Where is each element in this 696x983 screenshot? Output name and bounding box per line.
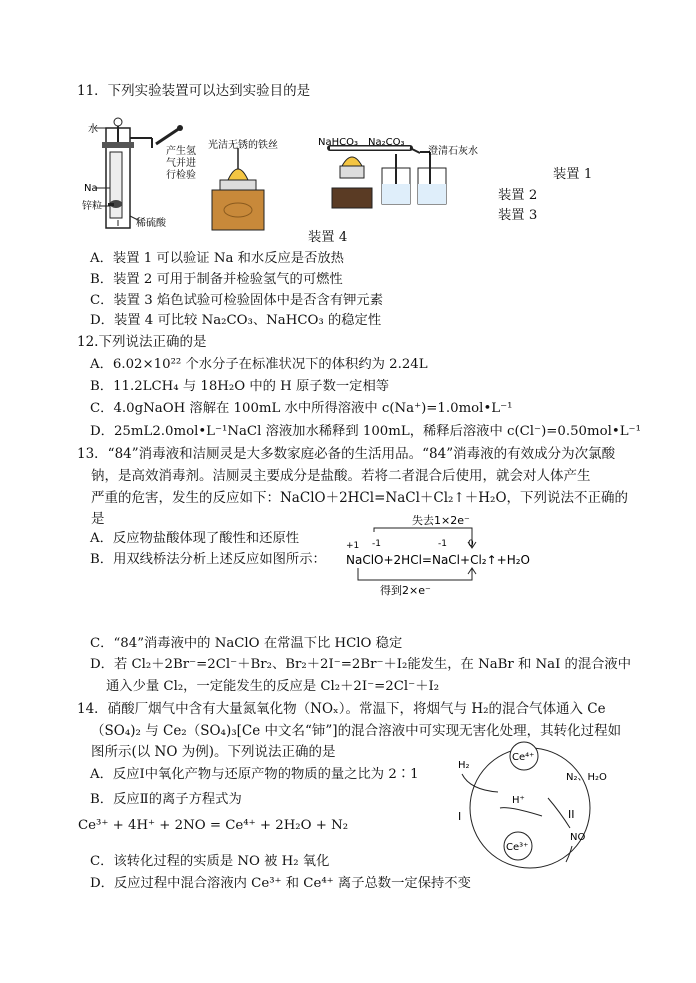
q14-stem-line3: 图所示(以 NO 为例)。下列说法正确的是 (91, 744, 336, 760)
q12-option-a: A．6.02×10²² 个水分子在标准状况下的体积约为 2.24L (90, 357, 428, 372)
q12-stem: 12.下列说法正确的是 (77, 334, 207, 350)
ox-state-1: +1 (346, 541, 360, 551)
q13-option-b: B．用双线桥法分析上述反应如图所示： (90, 552, 326, 567)
reaction-2-label: II (568, 808, 575, 821)
q13-option-d-line2: 通入少量 Cl₂，一定能发生的反应是 Cl₂＋2I⁻=2Cl⁻＋I₂ (106, 679, 440, 694)
q13-stem-line1: 13．“84”消毒液和洁厕灵是大多数家庭必备的生活用品。“84”消毒液的有效成分为次氯酸 (77, 446, 616, 462)
q12-option-d: D．25mL2.0mol•L⁻¹NaCl 溶液加水稀释到 100mL，稀释后溶液中 c(Cl⁻)=0.50mol•L⁻¹ (90, 424, 641, 439)
q14-option-b: B．反应Ⅱ的离子方程式为 (90, 792, 242, 807)
products-label: N₂、H₂O (566, 772, 607, 783)
q14-stem-line1: 14．硝酸厂烟气中含有大量氮氧化物（NOₓ）。常温下，将烟气与 H₂的混合气体通入 Ce (77, 701, 606, 717)
limewater-label: 澄清石灰水 (428, 146, 478, 157)
gain-bridge-line (358, 568, 472, 580)
q14-option-d: D．反应过程中混合溶液内 Ce³⁺ 和 Ce⁴⁺ 离子总数一定保持不变 (90, 876, 471, 891)
h2-arrow (462, 774, 498, 792)
h2-label-3: 行检验 (166, 170, 196, 181)
ce3-label: Ce³⁺ (506, 842, 529, 853)
q14-option-a: A．反应Ⅰ中氧化产物与还原产物的物质的量之比为 2∶1 (90, 767, 419, 782)
wire-label: 光洁无锈的铁丝 (208, 140, 278, 151)
q13-stem-line2: 钠，是高效消毒剂。洁厕灵主要成分是盐酸。若将二者混合后使用，就会对人体产生 (91, 468, 591, 484)
q11-apparatus-figure (80, 108, 500, 240)
device2-caption: 装置 2 (498, 188, 538, 203)
device1-caption: 装置 1 (553, 167, 593, 182)
nahco3-label: NaHCO₃ (318, 137, 358, 148)
q11-stem: 11．下列实验装置可以达到实验目的是 (77, 83, 311, 99)
device3-drawing (330, 148, 446, 208)
q14-equation: Ce³⁺ + 4H⁺ + 2NO = Ce⁴⁺ + 2H₂O + N₂ (78, 818, 349, 833)
device3-caption: 装置 3 (498, 208, 538, 223)
h2-input-label: H₂ (458, 760, 470, 771)
q11-option-a: A．装置 1 可以验证 Na 和水反应是否放热 (90, 251, 344, 266)
q13-option-a: A．反应物盐酸体现了酸性和还原性 (90, 531, 300, 546)
lose-electrons-label: 失去1×2e⁻ (412, 514, 470, 527)
q13-option-d-line1: D．若 Cl₂＋2Br⁻=2Cl⁻＋Br₂、Br₂＋2I⁻=2Br⁻＋I₂能发生，在 NaBr 和 NaI 的混合液中 (90, 657, 632, 672)
water-label: 水 (88, 124, 98, 135)
device4-caption: 装置 4 (308, 230, 348, 245)
q13-stem-line4: 是 (91, 511, 105, 527)
q11-option-b: B．装置 2 可用于制备并检验氢气的可燃性 (90, 272, 343, 287)
acid-label: 稀硫酸 (136, 218, 166, 229)
na-label: Na (84, 183, 98, 194)
device2-drawing (212, 148, 264, 230)
gain-electrons-label: 得到2×e⁻ (380, 584, 431, 597)
q11-option-c: C．装置 3 焰色试验可检验固体中是否含有钾元素 (90, 293, 384, 308)
ox-state-2: -1 (372, 539, 381, 549)
q14-stem-line2: （SO₄)₂ 与 Ce₂（SO₄)₃[Ce 中文名“铈”]的混合溶液中可实现无害化处理，其转化过程如 (91, 723, 622, 739)
q13-option-c: C．“84”消毒液中的 NaClO 在常温下比 HClO 稳定 (90, 636, 403, 651)
na2co3-label: Na₂CO₃ (368, 137, 405, 148)
ox-state-3: -1 (438, 539, 447, 549)
ce4-label: Ce⁴⁺ (512, 752, 535, 763)
q13-stem-line3: 严重的危害，发生的反应如下：NaClO＋2HCl=NaCl＋Cl₂↑＋H₂O，下列说法不正确的 (91, 490, 629, 506)
ce-cycle-diagram (440, 738, 640, 878)
q12-option-b: B．11.2LCH₄ 与 18H₂O 中的 H 原子数一定相等 (90, 379, 390, 394)
h2-label-1: 产生氢 (166, 146, 196, 157)
q11-option-d: D．装置 4 可比较 Na₂CO₃、NaHCO₃ 的稳定性 (90, 313, 382, 328)
zinc-label: 锌粒 (82, 201, 102, 212)
hplus-label: H⁺ (512, 795, 525, 806)
redox-equation: NaClO+2HCl=NaCl+Cl₂↑+H₂O (346, 553, 530, 567)
double-bridge-diagram (340, 510, 540, 600)
q14-option-c: C．该转化过程的实质是 NO 被 H₂ 氧化 (90, 854, 330, 869)
h2-label-2: 气并进 (166, 158, 196, 169)
q12-option-c: C．4.0gNaOH 溶解在 100mL 水中所得溶液中 c(Na⁺)=1.0mol•L⁻¹ (90, 401, 513, 416)
reaction-1-label: I (458, 810, 462, 823)
ox-state-4: 0 (468, 539, 474, 549)
no-input-label: NO (570, 832, 586, 843)
lose-bridge-line (374, 528, 472, 548)
